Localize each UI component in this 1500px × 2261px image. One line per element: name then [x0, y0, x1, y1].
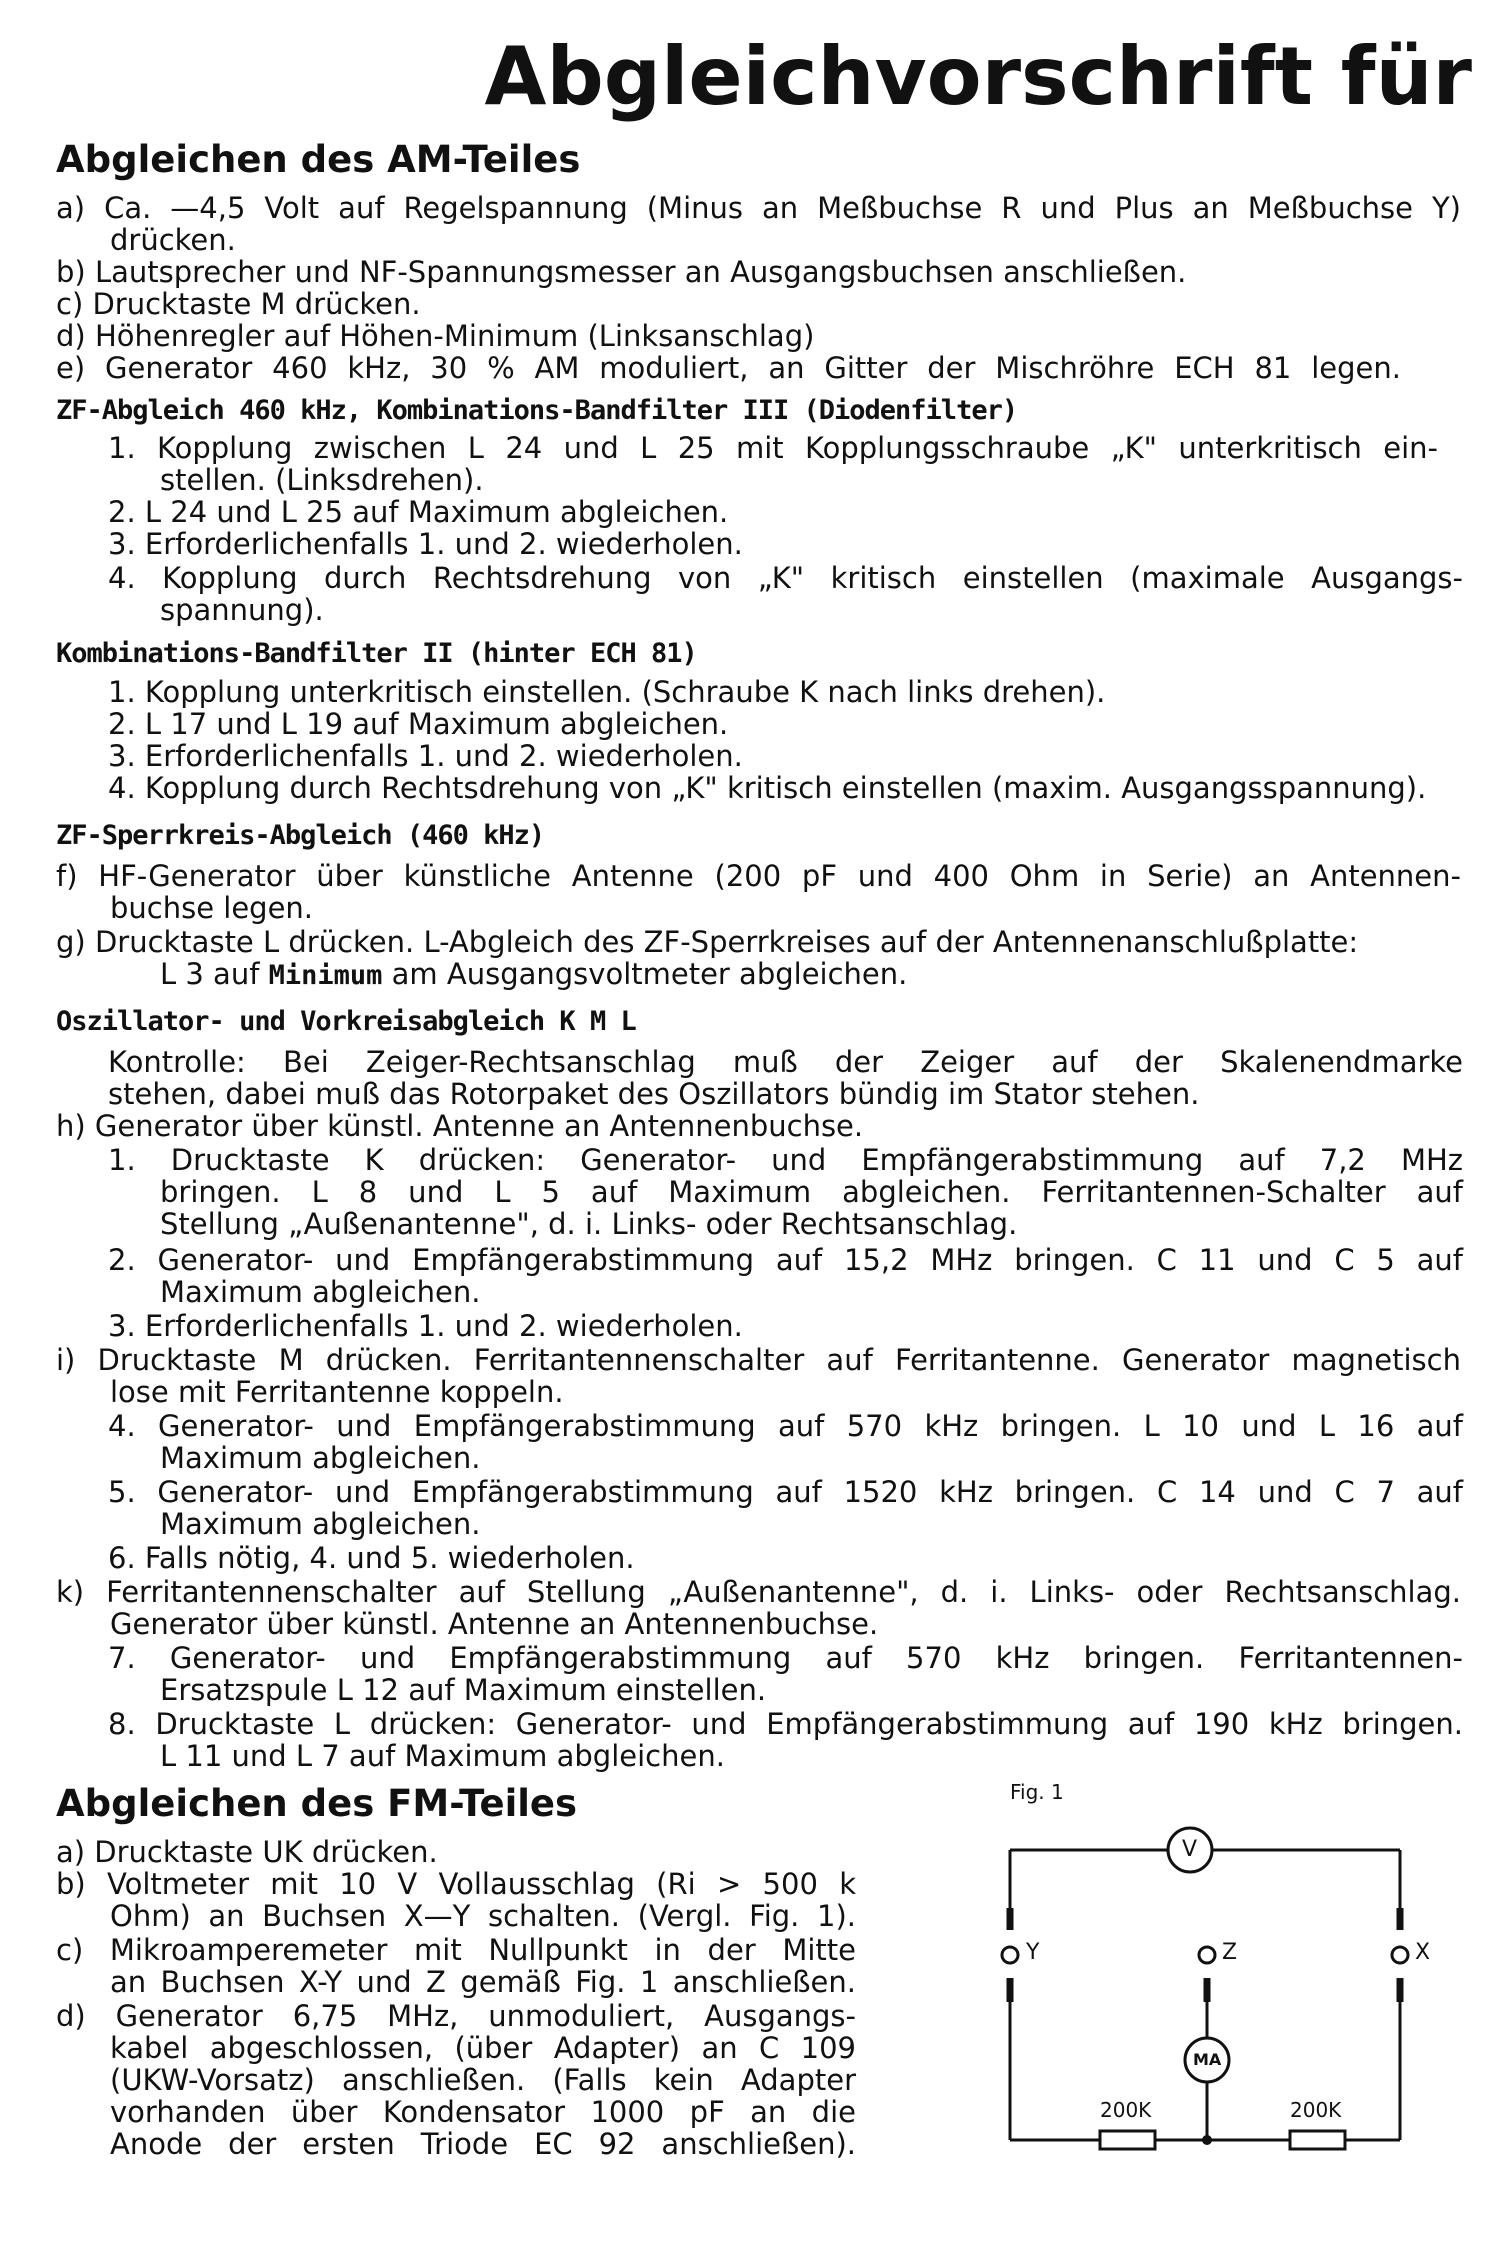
os-line: Kontrolle: Bei Zeiger-Rechtsanschlag muß der Zeiger auf der Skalenendmarke	[108, 1045, 1463, 1079]
page-title: Abgleichvorschrift für	[484, 30, 1472, 123]
os-line: Generator über künstl. Antenne an Antennenbuchse.	[110, 1607, 879, 1641]
os-line: L 11 und L 7 auf Maximum abgleichen.	[160, 1739, 725, 1773]
os-line: Maximum abgleichen.	[160, 1507, 481, 1541]
fm-line: b) Voltmeter mit 10 V Vollausschlag (Ri > 500 k	[56, 1867, 856, 1901]
os-line: 1. Drucktaste K drücken: Generator- und Empfängerabstimmung auf 7,2 MHz	[108, 1143, 1463, 1177]
am-line: a) Ca. —4,5 Volt auf Regelspannung (Minus an Meßbuchse R und Plus an Meßbuchse Y)	[56, 191, 1461, 225]
am-line: drücken.	[110, 223, 236, 257]
sp-line: g) Drucktaste L drücken. L-Abgleich des ZF-Sperrkreises auf der Antennenanschlußplatte:	[56, 925, 1359, 959]
fm-line: (UKW-Vorsatz) anschließen. (Falls kein Adapter	[110, 2063, 856, 2097]
resistor-left-label: 200K	[1100, 2098, 1152, 2122]
zf-abgleich-heading: ZF-Abgleich 460 kHz, Kombinations-Bandfilter III (Diodenfilter)	[56, 395, 1018, 426]
fm-line: a) Drucktaste UK drücken.	[56, 1835, 438, 1869]
sp-line: f) HF-Generator über künstliche Antenne (200 pF und 400 Ohm in Serie) an Antennen-	[56, 859, 1461, 893]
zf-line: stellen. (Linksdrehen).	[160, 463, 484, 497]
am-line: c) Drucktaste M drücken.	[56, 287, 421, 321]
os-line: stehen, dabei muß das Rotorpaket des Oszillators bündig im Stator stehen.	[108, 1077, 1200, 1111]
os-line: Maximum abgleichen.	[160, 1441, 481, 1475]
sp-line: buchse legen.	[110, 891, 314, 925]
os-line: 3. Erforderlichenfalls 1. und 2. wiederholen.	[108, 1309, 743, 1343]
kb-line: 3. Erforderlichenfalls 1. und 2. wiederholen.	[108, 739, 743, 773]
terminal-x-label: X	[1415, 1940, 1431, 1965]
fm-line: c) Mikroamperemeter mit Nullpunkt in der Mitte	[56, 1933, 856, 1967]
voltmeter-label: V	[1182, 1837, 1198, 1862]
os-line: Stellung „Außenantenne", d. i. Links- oder Rechtsanschlag.	[160, 1207, 1018, 1241]
fm-line: Anode der ersten Triode EC 92 anschließen).	[110, 2127, 856, 2161]
fm-line: vorhanden über Kondensator 1000 pF an die	[110, 2095, 856, 2129]
os-line: 8. Drucktaste L drücken: Generator- und Empfängerabstimmung auf 190 kHz bringen.	[108, 1707, 1463, 1741]
oszillator-heading: Oszillator- und Vorkreisabgleich K M L	[56, 1006, 636, 1037]
figure-1-circuit	[990, 1780, 1470, 2180]
os-line: k) Ferritantennenschalter auf Stellung „Außenantenne", d. i. Links- oder Rechtsanschlag.	[56, 1575, 1461, 1609]
zf-line: spannung).	[160, 593, 324, 627]
fm-line: kabel abgeschlossen, (über Adapter) an C 109	[110, 2031, 856, 2065]
zf-line: 2. L 24 und L 25 auf Maximum abgleichen.	[108, 495, 729, 529]
minimum-emphasis: Minimum	[268, 960, 383, 991]
resistor-right-icon	[1290, 2131, 1345, 2149]
os-line: h) Generator über künstl. Antenne an Antennenbuchse.	[56, 1109, 864, 1143]
kb-line: 2. L 17 und L 19 auf Maximum abgleichen.	[108, 707, 729, 741]
os-line: Maximum abgleichen.	[160, 1275, 481, 1309]
kb-line: 4. Kopplung durch Rechtsdrehung von „K" kritisch einstellen (maxim. Ausgangsspannung).	[108, 771, 1427, 805]
fm-line: an Buchsen X-Y und Z gemäß Fig. 1 anschließen.	[110, 1965, 856, 1999]
zf-line: 1. Kopplung zwischen L 24 und L 25 mit Kopplungsschraube „K" unterkritisch ein-	[108, 431, 1438, 465]
fm-line: d) Generator 6,75 MHz, unmoduliert, Ausgangs-	[56, 1999, 856, 2033]
os-line: Ersatzspule L 12 auf Maximum einstellen.	[160, 1673, 767, 1707]
sp-line-part: am Ausgangsvoltmeter abgleichen.	[391, 957, 908, 991]
am-section-heading: Abgleichen des AM-Teiles	[56, 138, 581, 181]
zf-sperrkreis-heading: ZF-Sperrkreis-Abgleich (460 kHz)	[56, 820, 545, 851]
fm-section-heading: Abgleichen des FM-Teiles	[56, 1782, 578, 1825]
os-line: 7. Generator- und Empfängerabstimmung auf 570 kHz bringen. Ferritantennen-	[108, 1641, 1463, 1675]
os-line: 2. Generator- und Empfängerabstimmung auf 15,2 MHz bringen. C 11 und C 5 auf	[108, 1243, 1463, 1277]
sp-line	[160, 958, 907, 992]
os-line: 6. Falls nötig, 4. und 5. wiederholen.	[108, 1541, 635, 1575]
resistor-left-icon	[1100, 2131, 1155, 2149]
kombinations-bandfilter-heading: Kombinations-Bandfilter II (hinter ECH 81)	[56, 638, 697, 669]
zf-line: 4. Kopplung durch Rechtsdrehung von „K" kritisch einstellen (maximale Ausgangs-	[108, 561, 1463, 595]
figure-caption: Fig. 1	[1010, 1780, 1064, 1804]
fm-line: Ohm) an Buchsen X—Y schalten. (Vergl. Fig. 1).	[110, 1899, 856, 1933]
os-line: 4. Generator- und Empfängerabstimmung auf 570 kHz bringen. L 10 und L 16 auf	[108, 1409, 1463, 1443]
am-line: e) Generator 460 kHz, 30 % AM moduliert, an Gitter der Mischröhre ECH 81 legen.	[56, 351, 1401, 385]
zf-line: 3. Erforderlichenfalls 1. und 2. wiederholen.	[108, 527, 743, 561]
ammeter-label: MA	[1193, 2050, 1222, 2069]
circuit-diagram	[990, 1780, 1470, 2180]
os-line: lose mit Ferritantenne koppeln.	[110, 1375, 564, 1409]
os-line: 5. Generator- und Empfängerabstimmung auf 1520 kHz bringen. C 14 und C 7 auf	[108, 1475, 1463, 1509]
am-line: b) Lautsprecher und NF-Spannungsmesser an Ausgangsbuchsen anschließen.	[56, 255, 1187, 289]
os-line: bringen. L 8 und L 5 auf Maximum abgleichen. Ferritantennen-Schalter auf	[160, 1175, 1463, 1209]
sp-line-part: L 3 auf	[160, 957, 260, 991]
terminal-z-label: Z	[1222, 1940, 1238, 1965]
terminal-y-label: Y	[1026, 1940, 1040, 1965]
am-line: d) Höhenregler auf Höhen-Minimum (Linksanschlag)	[56, 319, 815, 353]
resistor-right-label: 200K	[1290, 2098, 1342, 2122]
kb-line: 1. Kopplung unterkritisch einstellen. (Schraube K nach links drehen).	[108, 675, 1106, 709]
os-line: i) Drucktaste M drücken. Ferritantennenschalter auf Ferritantenne. Generator magnetisch	[56, 1343, 1461, 1377]
